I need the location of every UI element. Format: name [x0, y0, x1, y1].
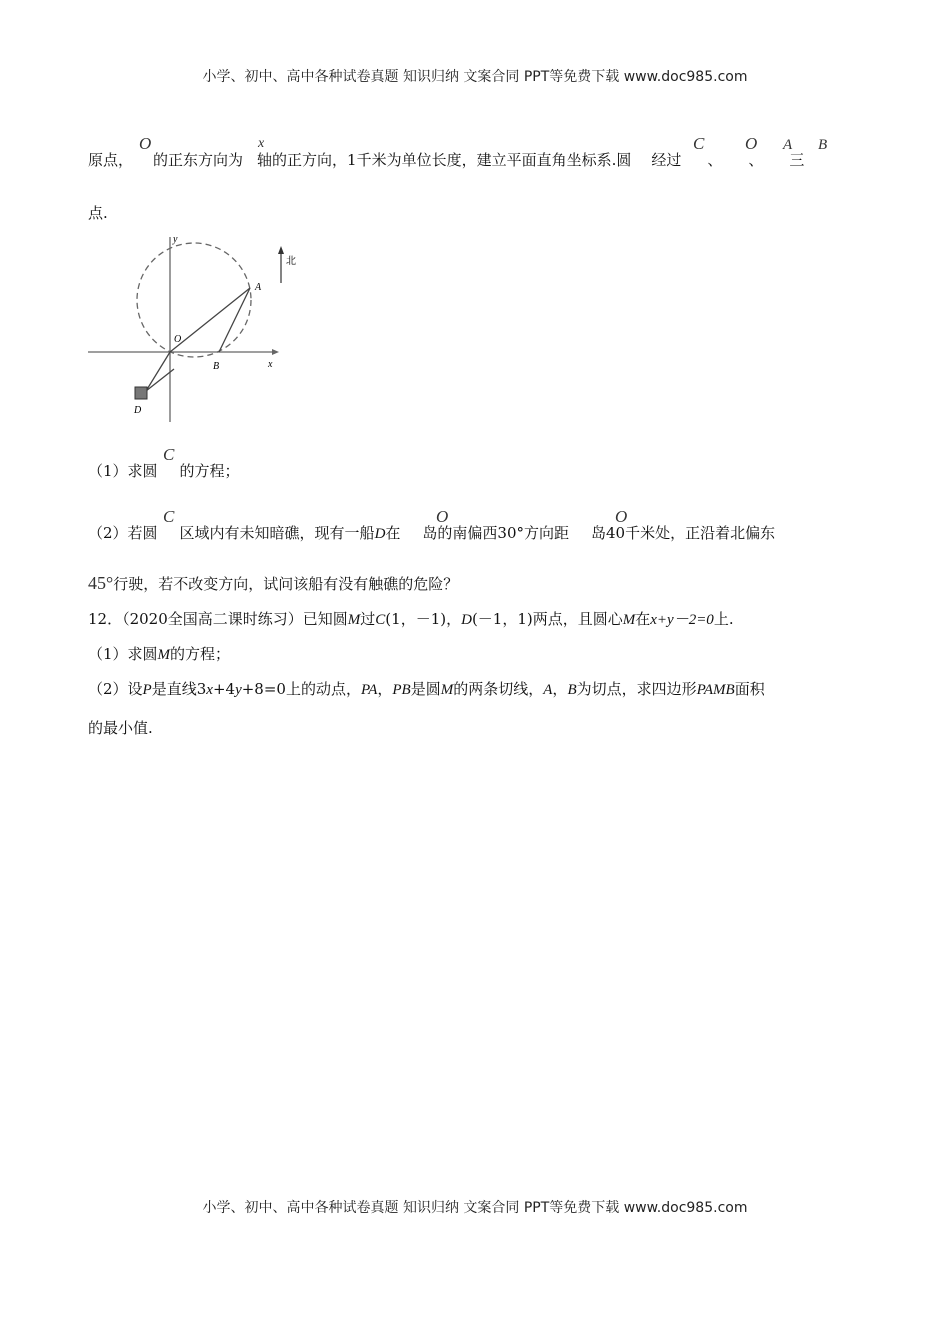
text-seg: 轴的正方向，1千米为单位长度，建立平面直角坐标系.圆	[257, 151, 632, 169]
page-footer: 小学、初中、高中各种试卷真题 知识归纳 文案合同 PPT等免费下载 www.doc985.com	[202, 1200, 748, 1216]
text-seg: 经过	[651, 151, 682, 169]
text-seg: M	[157, 647, 171, 663]
symbol-O: O	[436, 507, 449, 526]
page-header: 小学、初中、高中各种试卷真题 知识归纳 文案合同 PPT等免费下载 www.doc985.com	[202, 69, 748, 85]
symbol-O: O	[139, 134, 152, 153]
text-seg: PA	[360, 682, 378, 698]
text-seg: M	[622, 612, 636, 628]
text-seg: 是直线3	[151, 680, 207, 698]
symbol-A: A	[783, 137, 793, 153]
text-seg: 上.	[713, 610, 734, 628]
segment-OA	[170, 288, 250, 352]
symbol-B: B	[818, 137, 828, 153]
text-seg: 面积	[734, 680, 765, 698]
text-seg: 在	[385, 524, 401, 542]
text-seg: PB	[392, 682, 411, 698]
segment-AB	[219, 288, 250, 352]
text-seg: M	[440, 682, 454, 698]
text-seg: ，	[552, 680, 568, 698]
text-seg: （1）求圆	[88, 462, 158, 480]
text-seg: P	[142, 682, 152, 698]
label-y: y	[173, 234, 178, 245]
text-seg: PAMB	[696, 682, 735, 698]
text-seg: (1，－1)，	[385, 610, 462, 628]
label-B: B	[213, 361, 220, 372]
text-seg: （2）若圆	[88, 524, 158, 542]
text-seg: 岛的南偏西30°方向距	[422, 524, 570, 542]
symbol-x: x	[258, 136, 265, 151]
text-seg: 区域内有未知暗礁，现有一船	[179, 524, 375, 542]
label-D: D	[134, 405, 142, 416]
text-seg: 、	[748, 151, 764, 169]
text-seg: 原点，	[88, 151, 134, 169]
text-seg: C	[375, 612, 386, 628]
text-seg: x+y－2=0	[650, 612, 714, 628]
q12-part2-cont: 的最小值.	[88, 719, 153, 737]
text-seg: ，	[377, 680, 393, 698]
q12-stem	[88, 609, 734, 630]
q12-part1	[88, 644, 230, 665]
text-seg: y	[235, 682, 242, 698]
x-axis-arrow	[272, 349, 279, 355]
text-seg: 12．（2020全国高二课时练习）已知圆	[88, 610, 348, 628]
text-seg: x	[206, 682, 213, 698]
text-seg: 、	[707, 151, 723, 169]
label-x: x	[268, 359, 273, 370]
text-seg: 是圆	[410, 680, 441, 698]
text-seg: D	[461, 612, 472, 628]
text-seg: +4	[212, 680, 236, 698]
symbol-C: C	[693, 134, 705, 153]
north-arrow-head	[278, 246, 284, 254]
text-seg: （2）设	[88, 680, 143, 698]
q11-text-line2: 点.	[88, 204, 108, 222]
text-seg: 过	[360, 610, 376, 628]
text-seg: 的方程；	[179, 462, 240, 480]
q11-part2-cont	[88, 573, 458, 594]
text-seg: 的两条切线，	[453, 680, 544, 698]
label-O: O	[174, 334, 182, 345]
symbol-C: C	[163, 507, 175, 526]
text-seg: (－1，1)两点，且圆心	[471, 610, 623, 628]
label-A: A	[255, 282, 262, 293]
coordinate-figure	[0, 0, 950, 440]
text-seg: 的方程；	[170, 645, 231, 663]
label-north: 北	[286, 256, 296, 267]
text-seg: （1）求圆	[88, 645, 158, 663]
text-seg: 岛40千米处，正沿着北偏东	[591, 524, 776, 542]
circle-C	[137, 243, 251, 357]
text-seg: M	[347, 612, 361, 628]
text-seg: +8=0上的动点，	[241, 680, 361, 698]
q12-part2	[88, 679, 765, 700]
ship-D	[135, 387, 147, 399]
text-seg: 45°	[88, 573, 114, 593]
text-seg: B	[567, 682, 577, 698]
q11-part2	[88, 523, 775, 544]
symbol-O: O	[745, 134, 758, 153]
text-seg: D	[374, 526, 386, 542]
text-seg: 三	[789, 151, 805, 169]
symbol-C: C	[163, 445, 175, 464]
text-seg: 在	[635, 610, 651, 628]
text-seg: 行驶，若不改变方向，试问该船有没有触礁的危险？	[113, 575, 459, 593]
text-seg: 的正东方向为	[153, 151, 244, 169]
segment-OD	[146, 352, 170, 391]
symbol-O: O	[615, 507, 628, 526]
text-seg: A	[543, 682, 553, 698]
text-seg: 为切点，求四边形	[576, 680, 697, 698]
